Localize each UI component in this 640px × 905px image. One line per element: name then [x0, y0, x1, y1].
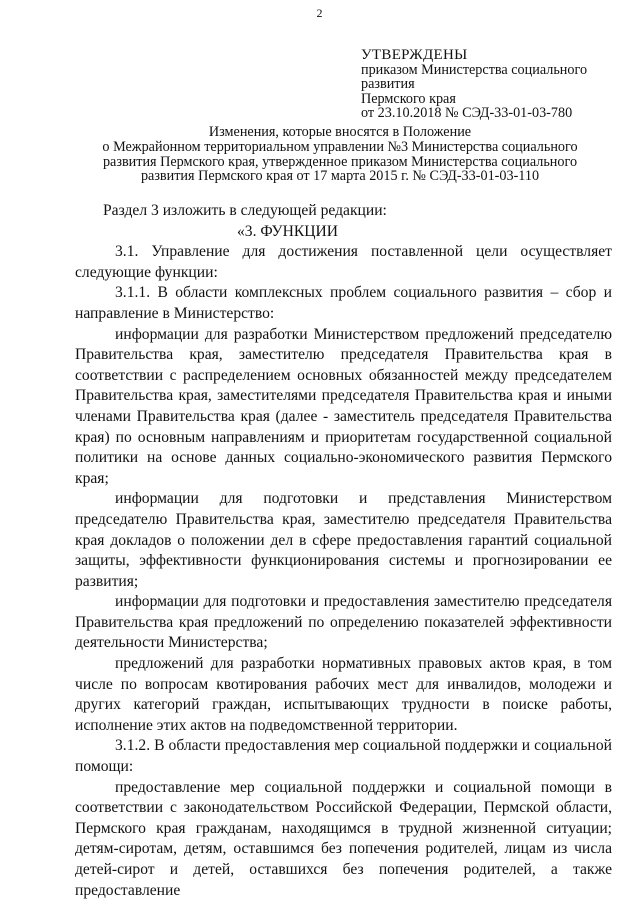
section-instruction: Раздел 3 изложить в следующей редакции:: [103, 202, 387, 219]
page-number: 2: [316, 6, 324, 20]
approval-line: развития: [361, 76, 415, 92]
approval-line: Пермского края: [361, 90, 456, 107]
paragraph: 3.1. Управление для достижения поставленной цели осуществляет следующие функции:: [75, 243, 612, 281]
title-line: развития Пермского края, утвержденное приказом Министерства социального: [102, 153, 578, 170]
approval-stamp: [361, 48, 631, 121]
approval-line: от 23.10.2018 № СЭД-33-01-03-780: [361, 105, 573, 121]
paragraph: предложений для разработки нормативных правовых актов края, в том числе по вопросам квотирования рабочих мест для инвалидов, молодежи и других категорий граждан, испытывающих трудности в поиске работы, исполнение этих актов на подведомственной территории.: [75, 655, 612, 734]
functions-heading: «3. ФУНКЦИИ: [237, 222, 339, 240]
approval-heading: УТВЕРЖДЕНЫ: [361, 47, 468, 63]
title-line: Изменения, которые вносятся в Положение: [208, 124, 472, 140]
paragraph: информации для подготовки и предоставления заместителю председателя Правительства края предложений по определению показателей эффективности деятельности Министерства;: [75, 593, 612, 652]
document-title: [60, 125, 620, 184]
title-line: развития Пермского края от 17 марта 2015 г. № СЭД-33-01-03-110: [140, 168, 540, 185]
paragraph: 3.1.2. В области предоставления мер социальной поддержки и социальной помощи:: [75, 737, 612, 776]
title-line: о Межрайонном территориальном управлении №3 Министерства социального: [102, 138, 578, 155]
paragraph: информации для разработки Министерством предложений председателю Правительства края, заместителю председателя Правительства края в соответствии с распределением основных обязанностей между председателем Правительства края, заместителями председателя Правительства края и иными членами Правительства края (далее - заместитель председателя Правительства края) по основным направлениям и приоритетам государственной социальной политики на основе данных социально-экономического развития Пермского края;: [75, 325, 612, 487]
paragraph: информации для подготовки и представления Министерством председателю Правительства края, заместителю председателя Правительства края докладов о положении дел в сфере предоставления гарантий социальной защиты, эффективности функционирования системы и прогнозировании ее развития;: [75, 490, 612, 590]
paragraph: предоставление мер социальной поддержки и социальной помощи в соответствии с законодательством Российской Федерации, Пермской области, Пермского края гражданам, находящимся в трудной жизненной ситуации; детям-сиротам, детям, оставшимся без попечения родителей, лицам из числа детей-сирот и детей, оставшихся без попечения родителей, а также предоставление: [75, 778, 612, 899]
document-body: [75, 201, 612, 901]
paragraph: 3.1.1. В области комплексных проблем социального развития – сбор и направление в Министерство:: [75, 284, 612, 322]
approval-line: приказом Министерства социального: [361, 61, 588, 78]
